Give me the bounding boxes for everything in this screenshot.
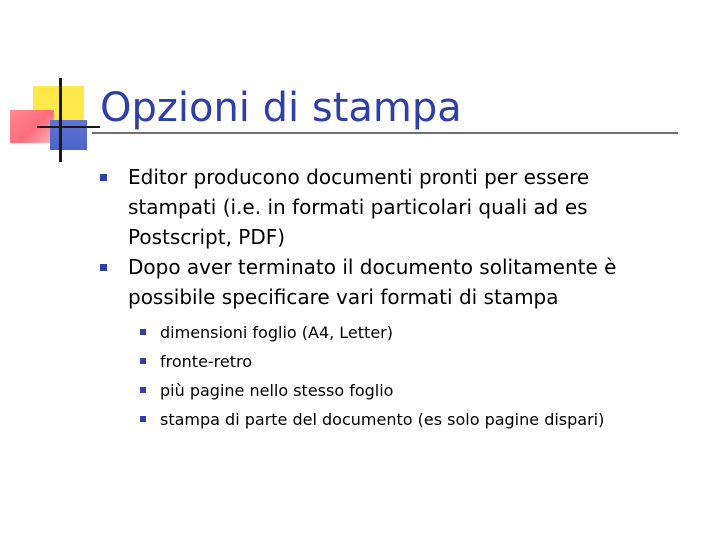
sub-bullet-item: [140, 347, 680, 376]
bullet-text: Editor producono documenti pronti per essere stampati (i.e. in formati particolari quali ad es Postscript, PDF): [128, 165, 590, 249]
sub-bullet-text: stampa di parte del documento (es solo pagine dispari): [160, 410, 605, 429]
logo-vertical-line: [59, 78, 62, 162]
sub-bullet-item: [140, 376, 680, 405]
sub-bullet-item: [140, 318, 680, 347]
sub-bullet-marker-icon: [140, 358, 146, 364]
logo-blue-square: [50, 120, 87, 150]
sub-bullet-item: [140, 405, 680, 434]
bullet-item: [100, 162, 680, 252]
sub-bullet-marker-icon: [140, 416, 146, 422]
slide-title: Opzioni di stampa: [100, 85, 462, 131]
title-divider: [92, 132, 678, 134]
bullet-item: [100, 252, 680, 434]
sub-bullet-list: [140, 318, 680, 434]
sub-bullet-marker-icon: [140, 387, 146, 393]
bullet-text: Dopo aver terminato il documento solitamente è possibile specificare vari formati di stampa: [128, 255, 617, 309]
sub-bullet-text: fronte-retro: [160, 352, 253, 371]
sub-bullet-marker-icon: [140, 329, 146, 335]
sub-bullet-text: dimensioni foglio (A4, Letter): [160, 323, 393, 342]
bullet-marker-icon: [100, 264, 107, 271]
bullet-marker-icon: [100, 174, 107, 181]
sub-bullet-text: più pagine nello stesso foglio: [160, 381, 394, 400]
bullet-list: [100, 162, 680, 434]
logo-horizontal-line: [37, 126, 100, 128]
